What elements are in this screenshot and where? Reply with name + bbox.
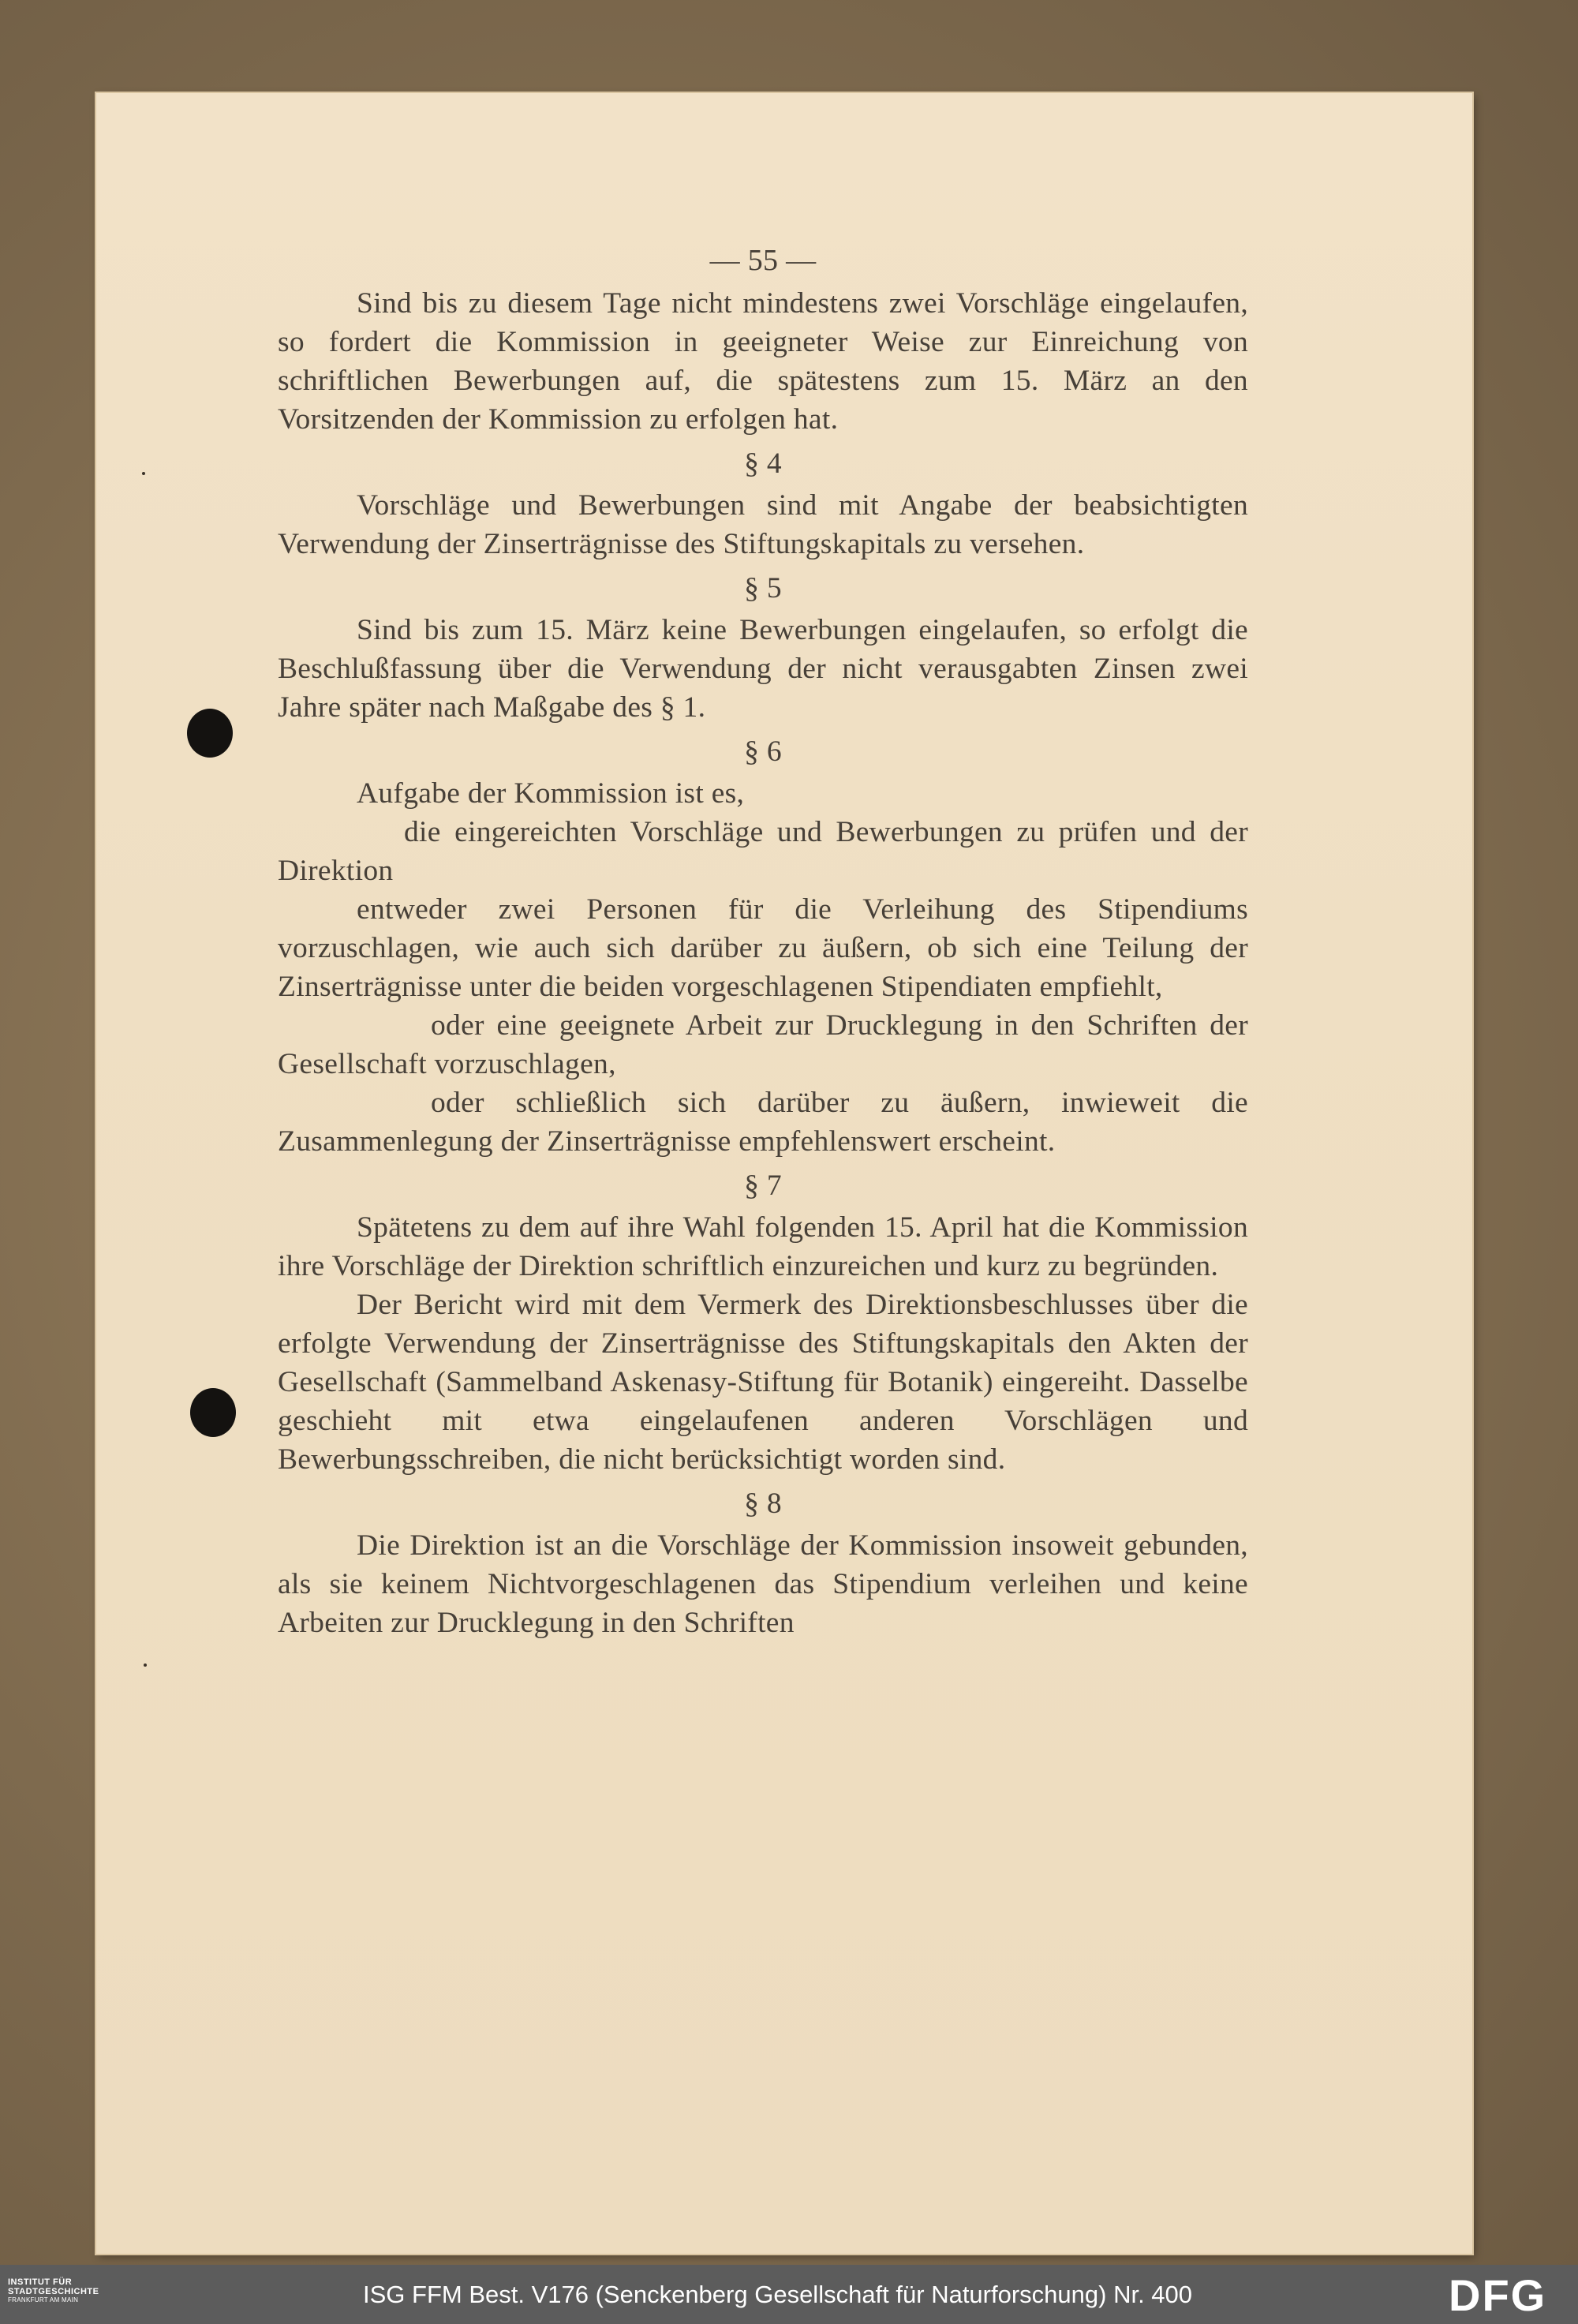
paragraph: Spätetens zu dem auf ihre Wahl folgenden 15. April hat die Kommission ihre Vorschläge der Direktion schriftlich einzureichen und kurz zu begründen.: [278, 1211, 1248, 1282]
institute-line-1: INSTITUT FÜR: [8, 2277, 73, 2287]
section-heading: § 7: [744, 1169, 782, 1202]
paper-speck: [144, 1663, 147, 1667]
paragraph: Sind bis zu diesem Tage nicht mindestens zwei Vorschläge eingelaufen, so fordert die Kommission in geeigneter Weise zur Einreichung von schriftlichen Bewerbungen auf, die spätestens zum 15. März an den Vorsitzenden der Kommission zu erfolgen hat.: [278, 287, 1248, 436]
paragraph: die eingereichten Vorschläge und Bewerbungen zu prüfen und der Direktion: [278, 816, 1248, 887]
paragraph: oder schließlich sich darüber zu äußern, inwieweit die Zusammenlegung der Zinserträgnisse empfehlenswert erscheint.: [278, 1087, 1248, 1158]
document-body: [278, 284, 1248, 1642]
section-heading: § 4: [744, 447, 782, 480]
section-heading: § 8: [744, 1488, 782, 1520]
punch-hole-lower: [190, 1388, 236, 1437]
archive-caption: ISG FFM Best. V176 (Senckenberg Gesellschaft für Naturforschung) Nr. 400: [363, 2281, 1193, 2308]
paragraph: Die Direktion ist an die Vorschläge der Kommission insoweit gebunden, als sie keinem Nichtvorgeschlagenen das Stipendium verleihen und keine Arbeiten zur Drucklegung in den Schriften: [278, 1529, 1248, 1639]
section-heading: § 6: [744, 735, 782, 768]
archive-footer-bar: [0, 2265, 1578, 2324]
paragraph: oder eine geeignete Arbeit zur Drucklegung in den Schriften der Gesellschaft vorzuschlagen,: [278, 1009, 1248, 1080]
paragraph: Sind bis zum 15. März keine Bewerbungen eingelaufen, so erfolgt die Beschlußfassung über die Verwendung der nicht verausgabten Zinsen zwei Jahre später nach Maßgabe des § 1.: [278, 614, 1248, 724]
section-heading: § 5: [744, 572, 782, 604]
punch-hole-upper: [187, 709, 233, 758]
institute-line-3: FRANKFURT AM MAIN: [8, 2296, 79, 2303]
paragraph: Der Bericht wird mit dem Vermerk des Direktionsbeschlusses über die erfolgte Verwendung der Zinserträgnisse des Stiftungskapitals den Akten der Gesellschaft (Sammelband Askenasy-Stiftung für Botanik) eingereiht. Dasselbe geschieht mit etwa eingelaufenen anderen Vorschlägen und Bewerbungsschreiben, die nicht berücksichtigt worden sind.: [278, 1289, 1248, 1476]
institute-logo: [8, 2277, 134, 2304]
paragraph: entweder zwei Personen für die Verleihung des Stipendiums vorzuschlagen, wie auch sich darüber zu äußern, ob sich eine Teilung der Zinserträgnisse unter die beiden vorgeschlagenen Stipendiaten empfiehlt,: [278, 893, 1248, 1003]
document-text-column: [278, 237, 1248, 1642]
dfg-logo: DFG: [1449, 2270, 1547, 2320]
paragraph: Aufgabe der Kommission ist es,: [357, 777, 745, 810]
page-number: — 55 —: [709, 244, 817, 277]
paragraph: Vorschläge und Bewerbungen sind mit Angabe der beabsichtigten Verwendung der Zinserträgnisse des Stiftungskapitals zu versehen.: [278, 489, 1248, 560]
institute-line-2: STADTGESCHICHTE: [8, 2287, 99, 2296]
paper-speck: [142, 472, 145, 475]
